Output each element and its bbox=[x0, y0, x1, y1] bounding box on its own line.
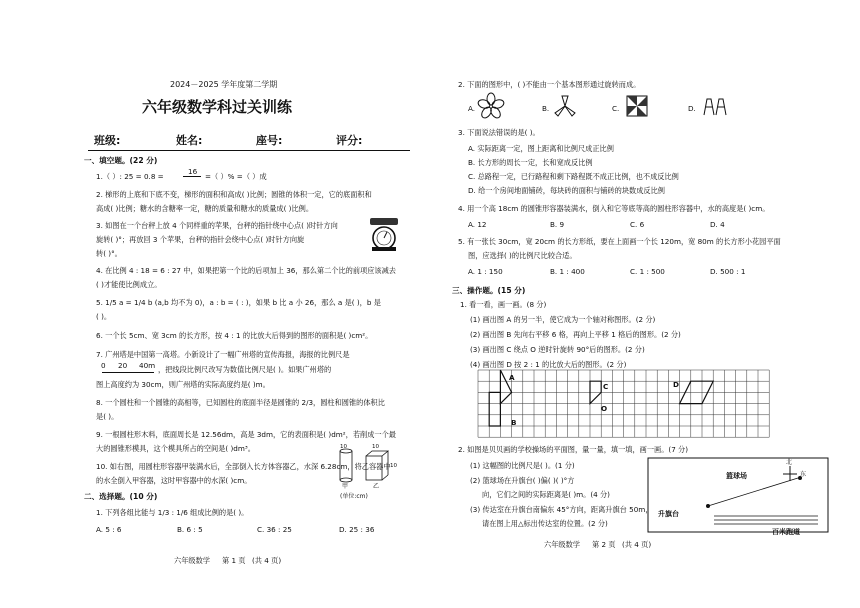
fig-label-10b: 10 bbox=[372, 444, 379, 450]
q1-3-line1: 3. 如图在一个台秤上放 4 个同样重的苹果，台秤的指针绕中心点( )时针方向 bbox=[96, 221, 338, 230]
propeller-icon bbox=[554, 95, 576, 117]
q2-1-text: 1. 下列各组比能与 1/3 : 1/6 组成比例的是( )。 bbox=[96, 508, 249, 517]
grid-label-b: B bbox=[511, 418, 517, 427]
q1-4-line1: 4. 在比例 4 : 18 = 6 : 27 中，如果把第一个比的后项加上 36，那么第二个比的前项应该减去 bbox=[96, 266, 396, 275]
info-score: 评分: bbox=[336, 134, 363, 147]
grid-label-a: A bbox=[509, 373, 515, 382]
footer-subject: 六年级数学 bbox=[544, 540, 580, 549]
grid-label-o: O bbox=[601, 404, 608, 413]
grid-label-c: C bbox=[603, 382, 609, 391]
q1-3-line2: 旋转( )°；再放回 3 个苹果，台秤的指针会绕中心点( )时针方向旋 bbox=[96, 235, 305, 244]
school-year: 2024－2025 学年度第二学期 bbox=[170, 80, 278, 89]
q2-4-option-d: D. 4 bbox=[710, 220, 725, 229]
scale-tick-0: 0 bbox=[101, 361, 106, 370]
map-north-label: 北 bbox=[786, 459, 793, 466]
map-track-label: 百米跑道 bbox=[772, 528, 800, 536]
footer-page: 第 2 页 bbox=[592, 540, 616, 549]
scale-tick-20: 20 bbox=[118, 361, 128, 370]
page-2 bbox=[430, 0, 860, 608]
q1-1-rest: =（ ）% =（ ）成 bbox=[205, 172, 267, 181]
pinwheel-icon bbox=[626, 95, 648, 117]
grid-label-d: D bbox=[673, 380, 679, 389]
q3-2-1-text: (1) 这幅图的比例尺是( )。(1 分) bbox=[470, 461, 575, 470]
q2-3-option-c: C. 总路程一定，已行路程和剩下路程既不成正比例，也不成反比例 bbox=[468, 172, 679, 181]
q2-5-option-b: B. 1 : 400 bbox=[550, 267, 585, 276]
q1-9-line2: 大的圆锥形模具，这个模具所占的空间是( )dm³。 bbox=[96, 444, 255, 453]
q2-5-option-d: D. 500 : 1 bbox=[710, 267, 746, 276]
q2-3-option-a: A. 实际距离一定，图上距离和比例尺成正比例 bbox=[468, 144, 614, 153]
q2-3-option-b: B. 长方形的周长一定，长和宽成反比例 bbox=[468, 158, 593, 167]
section3-heading: 三、操作题。(15 分) bbox=[452, 286, 526, 295]
q1-5-line1: 5. 1/5 a = 1/4 b (a,b 均不为 0)，a : b = ( : )，如果 b 比 a 小 26，那么 a 是( )，b 是 bbox=[96, 298, 381, 307]
fig-label-10c: 10 bbox=[390, 463, 397, 469]
q3-1-3-text: (3) 画出图 C 绕点 O 逆时针旋转 90°后的图形。(2 分) bbox=[470, 345, 645, 354]
scale-tick-40m: 40m bbox=[139, 361, 156, 370]
section2-heading: 二、选择题。(10 分) bbox=[84, 492, 158, 501]
q2-5-option-c: C. 1 : 500 bbox=[630, 267, 665, 276]
q2-5-line1: 5. 有一张长 30cm，宽 20cm 的长方形纸，要在上面画一个长 120m，宽 80m 的长方形小花园平面 bbox=[458, 237, 781, 246]
q2-1-option-c: C. 36 : 25 bbox=[257, 525, 292, 534]
scale-icon bbox=[367, 216, 401, 252]
q1-7-line1: 7. 广州塔是中国第一高塔。小新设计了一幅广州塔的宣传海报，海报的比例尺是 bbox=[96, 350, 350, 359]
figure-d-icon bbox=[702, 95, 728, 117]
q1-8-line1: 8. 一个圆柱和一个圆锥的高相等，已知圆柱的底面半径是圆锥的 2/3，圆柱和圆锥的体积比 bbox=[96, 398, 385, 407]
q2-4-option-a: A. 12 bbox=[468, 220, 487, 229]
fig-units: (单位:cm) bbox=[340, 493, 368, 500]
q3-2-2-line2: 向，它们之间的实际距离是( )m。(4 分) bbox=[482, 490, 610, 499]
q1-1-text: 1.（ ）: 25 = 0.8 = bbox=[96, 172, 164, 181]
q1-7-line3: 图上高度约为 30cm，则广州塔的实际高度约是( )m。 bbox=[96, 380, 270, 389]
scale-line bbox=[102, 372, 154, 373]
q2-2-text: 2. 下面的图形中，( )不能由一个基本图形通过旋转而成。 bbox=[458, 80, 641, 89]
footer-total: (共 4 页) bbox=[622, 540, 652, 549]
q3-1-1-text: (1) 画出图 A 的另一半，使它成为一个轴对称图形。(2 分) bbox=[470, 315, 656, 324]
info-seat: 座号: bbox=[256, 134, 283, 147]
q1-7-line2: ，把线段比例尺改写为数值比例尺是( )。如果广州塔的 bbox=[158, 365, 332, 374]
q1-4-line2: ( )才能使比例成立。 bbox=[96, 280, 162, 289]
playground-map bbox=[648, 454, 830, 534]
q2-4-option-c: C. 6 bbox=[630, 220, 645, 229]
q2-3-option-d: D. 给一个房间地面铺砖，每块砖的面积与铺砖的块数成反比例 bbox=[468, 186, 665, 195]
page-title: 六年级数学科过关训练 bbox=[142, 98, 293, 116]
q2-1-option-a: A. 5 : 6 bbox=[96, 525, 122, 534]
q1-9-line1: 9. 一根圆柱形木料，底面周长是 12.56dm，高是 3dm，它的表面积是( )dm²，若削成一个最 bbox=[96, 430, 396, 439]
q1-2-line2: 高成( )比例；糖水的含糖率一定，糖的质量和糖水的质量成( )比例。 bbox=[96, 204, 314, 213]
flower-icon bbox=[478, 93, 504, 119]
q1-10-line2: 的水全倒入甲容器，这时甲容器中的水深( )cm。 bbox=[96, 476, 252, 485]
q2-3-text: 3. 下面说法错误的是( )。 bbox=[458, 128, 540, 137]
q2-4-text: 4. 用一个高 18cm 的圆锥形容器装满水，倒入和它等底等高的圆柱形容器中，水的高度是( )cm。 bbox=[458, 204, 770, 213]
section1-heading: 一、填空题。(22 分) bbox=[84, 156, 158, 165]
q1-6-text: 6. 一个长 5cm、宽 3cm 的长方形，按 4 : 1 的比放大后得到的图形的面积是( )cm²。 bbox=[96, 331, 373, 340]
q1-1-fraction-top: 16 bbox=[188, 167, 198, 176]
q1-3-line3: 转( )°。 bbox=[96, 249, 122, 258]
footer-total: (共 4 页) bbox=[252, 556, 282, 565]
q3-1-text: 1. 看一看，画一画。(8 分) bbox=[460, 300, 547, 309]
q2-2-option-b: B. bbox=[542, 104, 550, 113]
map-flag-label: 升旗台 bbox=[658, 510, 679, 518]
q1-8-line2: 是( )。 bbox=[96, 412, 119, 421]
fig-label-jia: 甲 bbox=[342, 483, 349, 490]
drawing-grid bbox=[478, 370, 778, 438]
q1-5-line2: ( )。 bbox=[96, 312, 112, 321]
info-name: 姓名: bbox=[176, 134, 203, 147]
q2-2-option-d: D. bbox=[688, 104, 696, 113]
q2-5-option-a: A. 1 : 150 bbox=[468, 267, 503, 276]
q2-4-option-b: B. 9 bbox=[550, 220, 565, 229]
info-underline bbox=[88, 150, 410, 151]
q2-1-option-d: D. 25 : 36 bbox=[339, 525, 375, 534]
fraction-bar bbox=[183, 176, 201, 177]
q3-1-2-text: (2) 画出图 B 先向右平移 6 格，再向上平移 1 格后的图形。(2 分) bbox=[470, 330, 681, 339]
q2-2-option-a: A. bbox=[468, 104, 476, 113]
footer-page: 第 1 页 bbox=[222, 556, 246, 565]
q3-1-4-text: (4) 画出图 D 按 2 : 1 的比放大后的图形。(2 分) bbox=[470, 360, 627, 369]
q3-2-2-line1: (2) 篮球场在升旗台( )偏( )( )°方 bbox=[470, 476, 575, 485]
q2-5-line2: 图，应选择( )的比例尺比较合适。 bbox=[468, 251, 577, 260]
q2-2-option-c: C. bbox=[612, 104, 620, 113]
map-east-label: 东 bbox=[800, 471, 807, 478]
q3-2-3-line2: 请在图上用△标出传达室的位置。(2 分) bbox=[482, 519, 608, 528]
q3-2-text: 2. 如图是贝贝画的学校操场的平面图，量一量，填一填，画一画。(7 分) bbox=[458, 445, 689, 454]
info-class: 班级: bbox=[94, 134, 121, 147]
footer-subject: 六年级数学 bbox=[174, 556, 210, 565]
q2-1-option-b: B. 6 : 5 bbox=[177, 525, 203, 534]
map-court-label: 篮球场 bbox=[726, 472, 747, 480]
q1-10-line1: 10. 如右图，用圆柱形容器甲装满水后，全部倒入长方体容器乙，水深 6.28cm，将乙容器中 bbox=[96, 462, 391, 471]
fig-label-yi: 乙 bbox=[373, 483, 380, 490]
fig-label-10a: 10 bbox=[340, 444, 347, 450]
q3-2-3-line1: (3) 传达室在升旗台南偏东 45°方向，距离升旗台 50m， bbox=[470, 505, 653, 514]
q1-2-line1: 2. 梯形的上底和下底不变，梯形的面积和高成( )比例；圆锥的体积一定，它的底面积和 bbox=[96, 190, 372, 199]
